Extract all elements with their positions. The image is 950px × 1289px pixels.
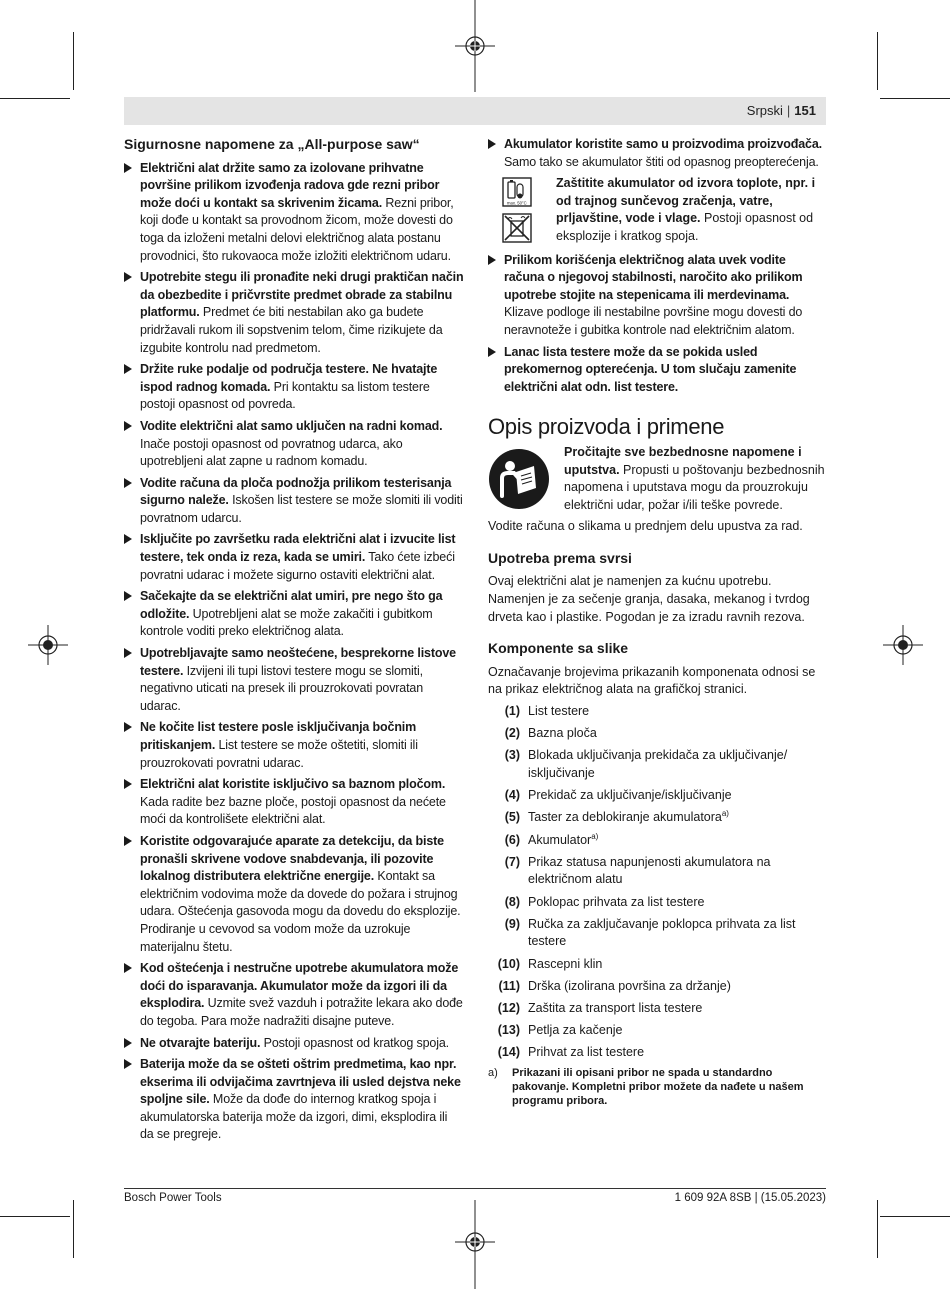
left-column xyxy=(124,136,464,1148)
bullet-text: Izvijeni ili tupi listovi testere mogu se slomiti, negativno uticati na presek ili prouzrokovati povratan udarac. xyxy=(140,663,424,713)
component-number: (2) xyxy=(504,726,520,741)
bullet-bold-text: Ne otvarajte bateriju. xyxy=(140,1035,261,1050)
bullet-text: List testere se može oštetiti, slomiti ili prouzrokovati povratni udarac. xyxy=(140,738,418,770)
bullet-arrow-icon xyxy=(124,648,132,658)
bullet-arrow-icon xyxy=(124,591,132,601)
footnote xyxy=(488,1066,826,1108)
component-number: (11) xyxy=(498,978,520,993)
safety-bullet xyxy=(124,269,464,357)
component-footnote-ref: a) xyxy=(591,831,599,841)
component-number: (14) xyxy=(497,1045,520,1060)
footer-doc-id: 1 609 92A 8SB | (15.05.2023) xyxy=(674,1192,826,1204)
registration-mark-icon xyxy=(28,625,68,665)
component-label-wrap xyxy=(528,1022,826,1040)
component-item xyxy=(488,725,826,743)
component-label-wrap xyxy=(528,725,826,743)
safety-bullet xyxy=(124,361,464,414)
component-label-wrap xyxy=(528,832,826,850)
crop-mark xyxy=(880,1216,950,1217)
safety-bullet-list xyxy=(488,252,826,397)
component-label: Petlja za kačenje xyxy=(528,1023,623,1038)
component-item xyxy=(488,832,826,850)
component-number: (12) xyxy=(497,1000,520,1015)
component-label-wrap xyxy=(528,703,826,721)
component-number: (4) xyxy=(504,788,520,803)
component-item xyxy=(488,854,826,889)
bullet-bold-text: Električni alat držite samo za izolovane prihvatne površine prilikom izvođenja radova gde rezni pribor može doći u kontakt sa skrivenim žicama. xyxy=(140,160,440,210)
component-number: (1) xyxy=(504,704,520,719)
battery-warning-block xyxy=(488,175,826,245)
component-item xyxy=(488,1044,826,1062)
component-label-wrap xyxy=(528,747,826,782)
component-item xyxy=(488,894,826,912)
footer-brand: Bosch Power Tools xyxy=(124,1192,222,1204)
bullet-bold-text: Sačekajte da se električni alat umiri, pre nego što ga odložite. xyxy=(140,589,443,621)
safety-bullet xyxy=(124,1056,464,1144)
component-label: Rascepni klin xyxy=(528,956,603,971)
bullet-arrow-icon xyxy=(124,779,132,789)
component-number: (7) xyxy=(504,854,520,869)
component-label: List testere xyxy=(528,704,590,719)
component-item xyxy=(488,747,826,782)
crop-mark xyxy=(73,1200,74,1258)
read-manual-icon xyxy=(488,448,550,510)
bullet-bold-text: Upotrebite stegu ili pronađite neki drugi praktičan način da obezbedite i pričvrstite predmet obrade za stabilnu platformu. xyxy=(140,270,464,320)
component-item xyxy=(488,787,826,805)
component-item xyxy=(488,703,826,721)
component-label: Taster za deblokiranje akumulatora xyxy=(528,810,722,825)
component-label-wrap xyxy=(528,787,826,805)
safety-section-title: Sigurnosne napomene za „All-purpose saw“ xyxy=(124,136,420,152)
page-header xyxy=(124,97,826,125)
component-label: Akumulator xyxy=(528,832,592,847)
bullet-bold-text: Lanac lista testere može da se pokida usled prekomernog opterećenja. U tom slučaju zamenite električni alat odn. list testere. xyxy=(504,344,797,394)
product-section-heading: Opis proizvoda i primene xyxy=(488,414,725,440)
bullet-bold-text: Ne kočite list testere posle isključivanja bočnim pritiskanjem. xyxy=(140,720,417,752)
bullet-text: Upotrebljeni alat se može zakačiti i gubitkom kontrole voditi preko električnog alata. xyxy=(140,606,433,639)
registration-mark-icon xyxy=(883,625,923,665)
component-label-wrap xyxy=(528,854,826,889)
component-label-wrap xyxy=(528,1044,826,1062)
bullet-arrow-icon xyxy=(124,364,132,374)
component-label: Prekidač za uključivanje/isključivanje xyxy=(528,788,732,803)
component-number: (13) xyxy=(497,1023,520,1038)
bullet-arrow-icon xyxy=(488,139,496,149)
component-number: (10) xyxy=(497,956,520,971)
component-label: Blokada uključivanja prekidača za uključivanje/ isključivanje xyxy=(528,748,788,780)
component-footnote-ref: a) xyxy=(721,809,729,819)
safety-bullet xyxy=(124,475,464,528)
read-text: Propusti u poštovanju bezbednosnih napomena i uputstava mogu da prouzrokuju električni udar, požar i/ili teške povrede. xyxy=(564,462,825,512)
component-item xyxy=(488,809,826,827)
bullet-arrow-icon xyxy=(124,272,132,282)
safety-bullet xyxy=(124,960,464,1030)
bullet-text: Može da dođe do internog kratkog spoja i akumulatorska baterija može da izgori, dimi, eksplodira ili da se pregreje. xyxy=(140,1092,448,1142)
right-column xyxy=(488,136,826,1108)
safety-bullet xyxy=(124,160,464,266)
bullet-arrow-icon xyxy=(124,1059,132,1069)
safety-bullet xyxy=(488,136,826,171)
safety-bullet xyxy=(124,719,464,772)
component-number: (8) xyxy=(504,894,520,909)
usage-heading: Upotreba prema svrsi xyxy=(488,549,632,566)
bullet-arrow-icon xyxy=(488,347,496,357)
bullet-text: Pri kontaktu sa listom testere postoji opasnost od povreda. xyxy=(140,379,430,412)
component-item xyxy=(488,978,826,996)
bullet-bold-text: Držite ruke podalje od područja testere. Ne hvatajte ispod radnog komada. xyxy=(140,362,438,394)
bullet-text: Iskošen list testere se može slomiti ili voditi povratnom udarcu. xyxy=(140,493,463,525)
safety-bullet xyxy=(124,645,464,715)
crop-mark xyxy=(0,98,70,99)
read-instructions-block xyxy=(488,444,826,514)
component-label: Poklopac prihvata za list testere xyxy=(528,894,705,909)
usage-text: Ovaj električni alat je namenjen za kućnu upotrebu. Namenjen je za sečenje granja, dasaka, mekanog i tvrdog drveta kao i plastike. Pogodan je za izradu ravnih rezova. xyxy=(488,574,810,624)
bullet-bold-text: Vodite računa da ploča podnožja prilikom testerisanja sigurno naleže. xyxy=(140,475,452,508)
component-label-wrap xyxy=(528,809,826,827)
component-number: (3) xyxy=(504,748,520,763)
header-language: Srpski xyxy=(746,103,783,118)
footnote-mark: a) xyxy=(488,1067,498,1080)
read-bold-text: Pročitajte sve bezbednosne napomene i uputstva. xyxy=(564,444,802,477)
component-label: Drška (izolirana površina za držanje) xyxy=(528,978,731,993)
warning-bold-text: Zaštitite akumulator od izvora toplote, npr. i od trajnog sunčevog zračenja, vatre, prljavštine, vode i vlage. xyxy=(556,176,816,226)
safety-bullet xyxy=(488,344,826,397)
crop-mark xyxy=(877,1200,878,1258)
safety-bullet xyxy=(124,1035,464,1053)
safety-bullet xyxy=(488,252,826,340)
bullet-arrow-icon xyxy=(124,1038,132,1048)
heat-warning-label: max. 50°C xyxy=(507,200,527,206)
component-label: Prikaz statusa napunjenosti akumulatora na električnom alatu xyxy=(528,854,771,887)
crop-mark xyxy=(877,32,878,90)
component-label-wrap xyxy=(528,956,826,974)
bullet-text: Klizave podloge ili nestabilne površine mogu dovesti do neravnoteže i gubitka kontrole nad električnim alatom. xyxy=(504,305,803,337)
footer-rule xyxy=(124,1188,826,1189)
bullet-text: Uzmite svež vazduh i potražite lekara ako dođe do tegoba. Para može nadražiti disajne puteve. xyxy=(140,996,463,1028)
component-label: Zaštita za transport lista testere xyxy=(528,1000,703,1015)
component-label: Prihvat za list testere xyxy=(528,1045,645,1060)
bullet-arrow-icon xyxy=(488,255,496,265)
component-item xyxy=(488,956,826,974)
bullet-text: Kontakt sa električnim vodovima može da dovede do požara i strujnog udara. Oštećenja gasovoda mogu da dovedu do eksplozije. Prodiranje u cevovod sa vodom može da uzrokuje materijalnu štetu. xyxy=(140,869,461,954)
safety-bullet xyxy=(124,833,464,956)
heat-warning-icon xyxy=(502,177,532,207)
component-label-wrap xyxy=(528,1000,826,1018)
safety-bullet xyxy=(124,776,464,829)
bullet-arrow-icon xyxy=(124,478,132,488)
footnote-text: Prikazani ili opisani pribor ne spada u standardno pakovanje. Kompletni pribor možete da nađete u našem programu pribora. xyxy=(512,1067,804,1108)
component-number: (6) xyxy=(504,832,520,847)
safety-bullet xyxy=(124,418,464,471)
component-label-wrap xyxy=(528,894,826,912)
bullet-bold-text: Koristite odgovarajuće aparate za detekciju, da biste pronašli skrivene vodove snabdevanja, ili pozovite lokalnog distributera električne energije. xyxy=(140,833,444,884)
registration-mark-icon xyxy=(455,0,495,92)
images-note: Vodite računa o slikama u prednjem delu upustva za rad. xyxy=(488,519,803,534)
component-label-wrap xyxy=(528,978,826,996)
bullet-bold-text: Kod oštećenja i nestručne upotrebe akumulatora može doći do isparavanja. Akumulator može da izgori ili da eksplodira. xyxy=(140,961,459,1011)
header-separator: | xyxy=(786,103,791,118)
components-heading: Komponente sa slike xyxy=(488,640,629,657)
bullet-arrow-icon xyxy=(124,722,132,732)
component-item xyxy=(488,916,826,951)
crop-mark xyxy=(880,98,950,99)
page-number: 151 xyxy=(794,103,816,118)
bullet-text: Tako ćete izbeći povratni udarac i možete sigurno ostaviti električni alat. xyxy=(140,550,455,582)
bullet-bold-text: Vodite električni alat samo uključen na radni komad. xyxy=(140,418,443,433)
components-intro: Označavanje brojevima prikazanih komponenata odnosi se na prikaz električnog alata na grafičkoj stranici. xyxy=(488,664,816,697)
registration-mark-icon xyxy=(455,1200,495,1289)
bullet-text: Inače postoji opasnost od povratnog udarca, ako upotrebljeni alat zapne u radnom komadu. xyxy=(140,436,403,469)
component-label: Ručka za zaključavanje poklopca prihvata za list testere xyxy=(528,916,796,949)
bullet-text: Predmet će biti nestabilan ako ga budete pridržavali rukom ili sopstvenim telom, čime rizikujete da izgubite kontrolu nad predmetom. xyxy=(140,305,443,355)
bullet-text: Rezni pribor, koji dođe u kontakt sa provodnom žicom, može dovesti do toga da izloženi metalni delovi električnog alata postanu provodnici, što rukovaoca može izložiti električnom udaru. xyxy=(140,195,454,263)
crop-mark xyxy=(0,1216,70,1217)
crop-mark xyxy=(73,32,74,90)
bullet-arrow-icon xyxy=(124,534,132,544)
component-item xyxy=(488,1000,826,1018)
no-water-fire-icon xyxy=(502,213,532,243)
warning-text: Postoji opasnost od eksplozije i kratkog spoja. xyxy=(556,211,814,243)
safety-bullet xyxy=(124,588,464,641)
bullet-arrow-icon xyxy=(124,421,132,431)
component-label-wrap xyxy=(528,916,826,951)
bullet-bold-text: Prilikom korišćenja električnog alata uvek vodite računa o njegovoj stabilnosti, naročito ako prilikom upotrebe stojite na stepenicama ili merdevinama. xyxy=(504,252,803,302)
bullet-bold-text: Baterija može da se ošteti oštrim predmetima, kao npr. ekserima ili odvijačima zavrtnjeva ili usled dejstva neke spoljne sile. xyxy=(140,1057,461,1107)
bullet-text: Samo tako se akumulator štiti od opasnog preopterećenja. xyxy=(504,154,819,169)
component-item xyxy=(488,1022,826,1040)
bullet-bold-text: Isključite po završetku rada električni alat i izvucite list testere, tek onda iz reza, kada se umiri. xyxy=(140,532,456,565)
bullet-arrow-icon xyxy=(124,836,132,846)
bullet-arrow-icon xyxy=(124,963,132,973)
bullet-bold-text: Akumulator koristite samo u proizvodima proizvođača. xyxy=(504,137,822,151)
components-list xyxy=(488,703,826,1062)
component-label: Bazna ploča xyxy=(528,726,597,741)
bullet-arrow-icon xyxy=(124,163,132,173)
component-number: (9) xyxy=(504,916,520,931)
safety-bullet-list xyxy=(124,160,464,1144)
safety-bullet xyxy=(124,531,464,584)
bullet-text: Postoji opasnost od kratkog spoja. xyxy=(260,1035,449,1050)
bullet-text: Kada radite bez bazne ploče, postoji opasnost da nećete moći da kontrolišete električni alat. xyxy=(140,794,446,827)
component-number: (5) xyxy=(504,810,520,825)
bullet-bold-text: Električni alat koristite isključivo sa baznom pločom. xyxy=(140,777,446,792)
bullet-bold-text: Upotrebljavajte samo neoštećene, besprekorne listove testere. xyxy=(140,646,456,678)
